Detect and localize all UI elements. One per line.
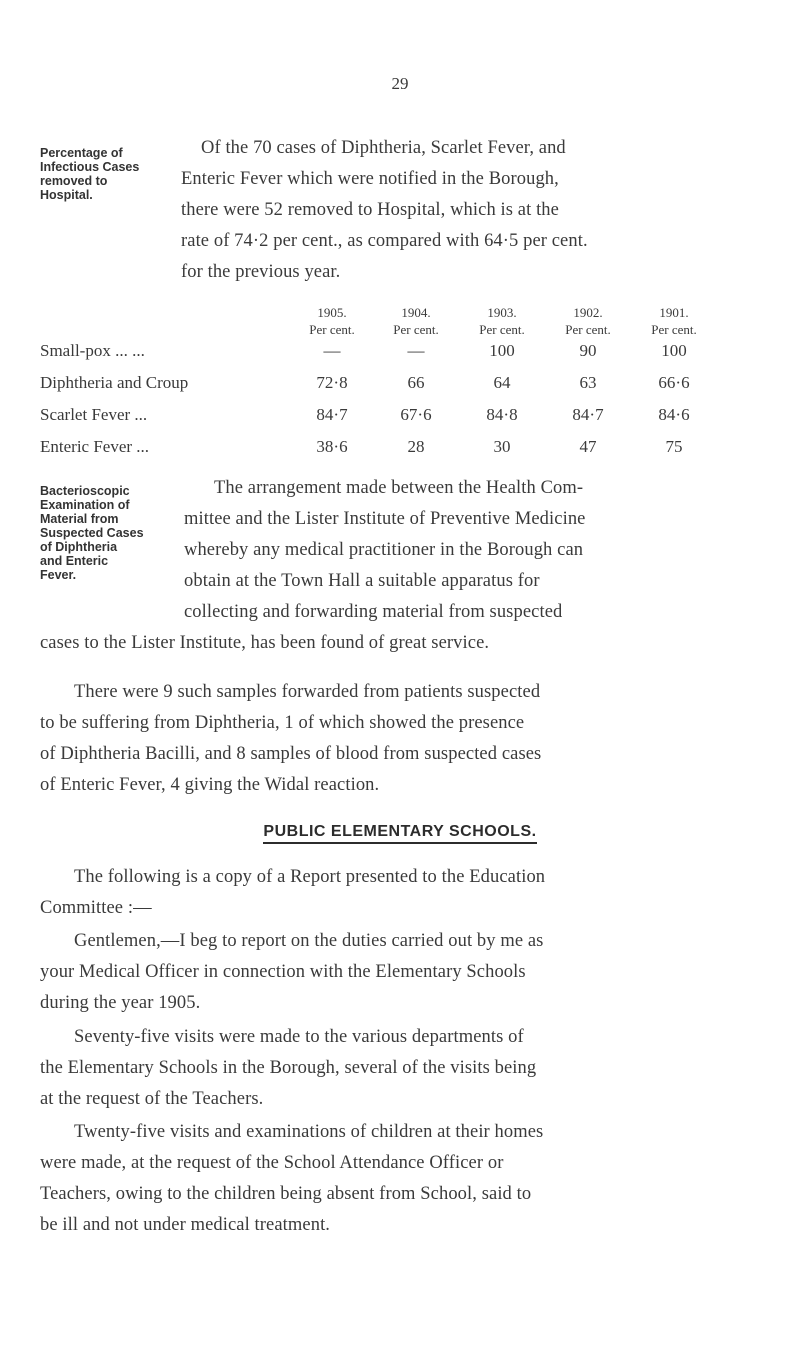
row-label: Diphtheria and Croup xyxy=(40,373,189,392)
text-line: whereby any medical practitioner in the Borough can xyxy=(184,540,584,560)
page-number: 29 xyxy=(391,74,409,93)
text-line: for the previous year. xyxy=(181,262,341,282)
column-header: 1902. Per cent. xyxy=(565,305,611,337)
table-cell: 84·8 xyxy=(486,405,518,424)
text-line: of Diphtheria Bacilli, and 8 samples of blood from suspected cases xyxy=(40,744,542,764)
table-row xyxy=(40,405,775,435)
margin-note-line: Material from xyxy=(40,512,119,526)
text-line: Teachers, owing to the children being absent from School, said to xyxy=(40,1184,532,1204)
column-header: 1905. Per cent. xyxy=(309,305,355,337)
row-label: Enteric Fever ... xyxy=(40,437,150,456)
text-line: Of the 70 cases of Diphtheria, Scarlet Fever, and xyxy=(201,138,566,158)
section-heading-text: PUBLIC ELEMENTARY SCHOOLS. xyxy=(263,823,536,844)
table-cell: 67·6 xyxy=(400,405,432,424)
margin-note-line: Hospital. xyxy=(40,188,93,202)
visits-paragraph xyxy=(40,1022,745,1115)
text-line: during the year 1905. xyxy=(40,993,201,1013)
table-cell: 64 xyxy=(493,373,511,392)
text-line: Twenty-five visits and examinations of children at their homes xyxy=(74,1122,544,1142)
text-line: Committee :— xyxy=(40,898,152,918)
bacterio-paragraph xyxy=(184,473,740,628)
margin-note-line: Suspected Cases xyxy=(40,526,144,540)
text-line: to be suffering from Diphtheria, 1 of which showed the presence xyxy=(40,713,525,733)
table-cell: 66·6 xyxy=(658,373,690,392)
row-label: Small-pox ... ... xyxy=(40,341,145,360)
table-row xyxy=(40,341,775,371)
table-cell: 38·6 xyxy=(316,437,348,456)
margin-note-line: Percentage of xyxy=(40,146,123,160)
text-line: mittee and the Lister Institute of Preventive Medicine xyxy=(184,509,586,529)
text-line: Seventy-five visits were made to the various departments of xyxy=(74,1027,524,1047)
table-cell: 72·8 xyxy=(316,373,348,392)
text-line: Enteric Fever which were notified in the Borough, xyxy=(181,169,559,189)
text-line: of Enteric Fever, 4 giving the Widal reaction. xyxy=(40,775,380,795)
margin-note-hospital xyxy=(40,146,170,202)
text-line: were made, at the request of the School Attendance Officer or xyxy=(40,1153,504,1173)
table-cell: — xyxy=(407,341,425,360)
table-cell: 47 xyxy=(579,437,597,456)
table-cell: 28 xyxy=(407,437,425,456)
bacterio-last-line xyxy=(40,628,740,659)
column-header: 1904. Per cent. xyxy=(393,305,439,337)
report-paragraph xyxy=(40,862,745,924)
table-row xyxy=(40,437,775,467)
text-line: the Elementary Schools in the Borough, several of the visits being xyxy=(40,1058,537,1078)
samples-paragraph xyxy=(40,677,745,801)
text-line: collecting and forwarding material from suspected xyxy=(184,602,563,622)
margin-note-line: Infectious Cases xyxy=(40,160,140,174)
table-cell: 66 xyxy=(407,373,425,392)
table-cell: 84·6 xyxy=(658,405,690,424)
table-row xyxy=(40,373,775,403)
margin-note-line: of Diphtheria xyxy=(40,540,118,554)
table-cell: 84·7 xyxy=(572,405,604,424)
section-heading xyxy=(0,823,800,841)
table-cell: 30 xyxy=(493,437,511,456)
table-cell: — xyxy=(323,341,341,360)
text-line: rate of 74·2 per cent., as compared with 64·5 per cent. xyxy=(181,231,588,251)
table-cell: 100 xyxy=(661,341,687,360)
margin-note-line: removed to xyxy=(40,174,108,188)
column-header: 1901. Per cent. xyxy=(651,305,697,337)
margin-note-line: and Enteric xyxy=(40,554,109,568)
margin-note-line: Examination of xyxy=(40,498,130,512)
text-line: Gentlemen,—I beg to report on the duties carried out by me as xyxy=(74,931,544,951)
table-cell: 90 xyxy=(579,341,597,360)
text-line: The following is a copy of a Report presented to the Education xyxy=(74,867,546,887)
text-line: at the request of the Teachers. xyxy=(40,1089,264,1109)
text-line: obtain at the Town Hall a suitable apparatus for xyxy=(184,571,540,591)
column-header: 1903. Per cent. xyxy=(479,305,525,337)
text-line: cases to the Lister Institute, has been found of great service. xyxy=(40,633,490,653)
text-line: your Medical Officer in connection with the Elementary Schools xyxy=(40,962,526,982)
margin-note-bacterioscopic xyxy=(40,484,170,582)
home-visits-paragraph xyxy=(40,1117,745,1241)
text-line: The arrangement made between the Health Com- xyxy=(214,478,584,498)
text-line: there were 52 removed to Hospital, which is at the xyxy=(181,200,559,220)
table-cell: 75 xyxy=(665,437,683,456)
text-line: be ill and not under medical treatment. xyxy=(40,1215,331,1235)
intro-paragraph xyxy=(181,133,741,288)
gentlemen-paragraph xyxy=(40,926,745,1019)
text-line: There were 9 such samples forwarded from patients suspected xyxy=(74,682,541,702)
margin-note-line: Fever. xyxy=(40,568,77,582)
table-cell: 63 xyxy=(579,373,597,392)
table-cell: 84·7 xyxy=(316,405,348,424)
row-label: Scarlet Fever ... xyxy=(40,405,148,424)
margin-note-line: Bacterioscopic xyxy=(40,484,130,498)
table-cell: 100 xyxy=(489,341,515,360)
